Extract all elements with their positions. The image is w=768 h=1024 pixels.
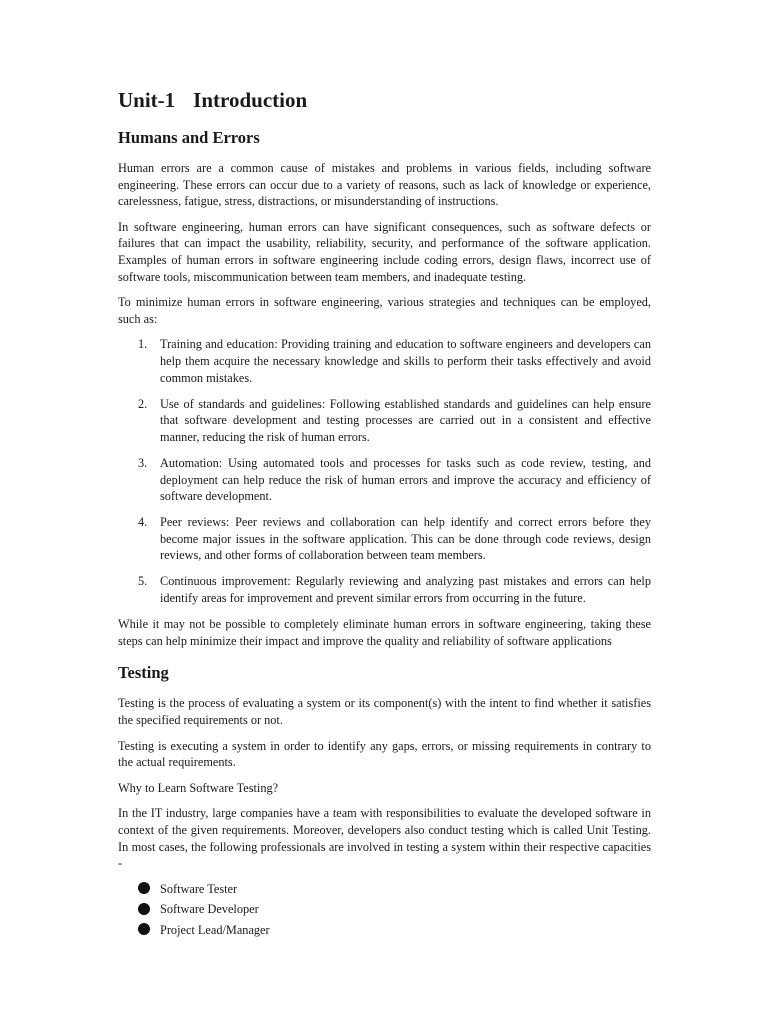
testing-section	[118, 661, 651, 938]
list-item-text: Continuous improvement: Regularly reviewing and analyzing past mistakes and errors can help identify areas for improvement and prevent similar errors from occurring in the future.	[160, 574, 651, 606]
list-item	[118, 881, 651, 898]
list-item-text: Training and education: Providing training and education to software engineers and developers can help them acquire the necessary knowledge and skills to perform their tasks effectively and avoid common mistakes.	[160, 337, 651, 385]
list-item-text: Software Tester	[160, 881, 238, 896]
paragraph: Testing is the process of evaluating a system or its component(s) with the intent to find whether it satisfies the specified requirements or not.	[118, 696, 651, 727]
section-heading-humans-errors: Humans and Errors	[118, 128, 260, 147]
strategies-list	[118, 336, 651, 606]
bullet-icon	[138, 882, 150, 894]
list-item-text: Peer reviews: Peer reviews and collaboration can help identify and correct errors before they become major issues in the software application. This can be done through code reviews, design reviews, and other forms of collaboration between team members.	[160, 515, 651, 563]
roles-list	[118, 881, 651, 939]
list-number: 4.	[138, 515, 148, 530]
list-item-text: Software Developer	[160, 902, 259, 917]
list-item-text: Use of standards and guidelines: Following established standards and guidelines can help ensure that software development and testing processes are carried out in a consistent and effective manner, reducing the risk of human errors.	[160, 396, 651, 444]
paragraph: In the IT industry, large companies have a team with responsibilities to evaluate the developed software in context of the given requirements. Moreover, developers also conduct testing which is called Unit Testing. In most cases, the following professionals are involved in testing a system within their respective capacities -	[118, 806, 651, 871]
list-item	[118, 573, 651, 606]
list-number: 3.	[138, 455, 148, 470]
list-item	[118, 922, 651, 939]
list-item-text: Automation: Using automated tools and processes for tasks such as code review, testing, and deployment can help reduce the risk of human errors and improve the accuracy and efficiency of software development.	[160, 455, 651, 504]
document-page	[118, 86, 651, 942]
paragraph: Testing is executing a system in order to identify any gaps, errors, or missing requirements in contrary to the actual requirements.	[118, 738, 651, 770]
list-item	[118, 396, 651, 446]
list-number: 5.	[138, 574, 148, 589]
list-item	[118, 455, 651, 505]
paragraph: To minimize human errors in software engineering, various strategies and techniques can be employed, such as:	[118, 295, 651, 326]
paragraph: In software engineering, human errors can have significant consequences, such as software defects or failures that can impact the usability, reliability, security, and performance of the software application. Examples of human errors in software engineering include coding errors, design flaws, incorrect use of software tools, miscommunication between team members, and inadequate testing.	[118, 219, 651, 284]
humans-errors-section	[118, 126, 651, 649]
unit-number: Unit-1	[118, 88, 176, 112]
page-title	[118, 86, 651, 114]
list-number: 1.	[138, 337, 148, 352]
list-item	[118, 336, 651, 386]
list-item	[118, 514, 651, 564]
bullet-icon	[138, 923, 150, 935]
list-item-text: Project Lead/Manager	[160, 922, 270, 937]
unit-title: Introduction	[193, 88, 308, 112]
bullet-icon	[138, 903, 150, 915]
paragraph: Human errors are a common cause of mistakes and problems in various fields, including software engineering. These errors can occur due to a variety of reasons, such as lack of knowledge or experience, carelessness, fatigue, stress, distractions, or misunderstanding of instructions.	[118, 161, 651, 209]
paragraph-conclusion: While it may not be possible to completely eliminate human errors in software engineering, taking these steps can help minimize their impact and improve the quality and reliability of software applications	[118, 617, 651, 648]
list-number: 2.	[138, 396, 148, 411]
list-item	[118, 901, 651, 918]
paragraph-subheading: Why to Learn Software Testing?	[118, 780, 279, 795]
section-heading-testing: Testing	[118, 663, 169, 683]
